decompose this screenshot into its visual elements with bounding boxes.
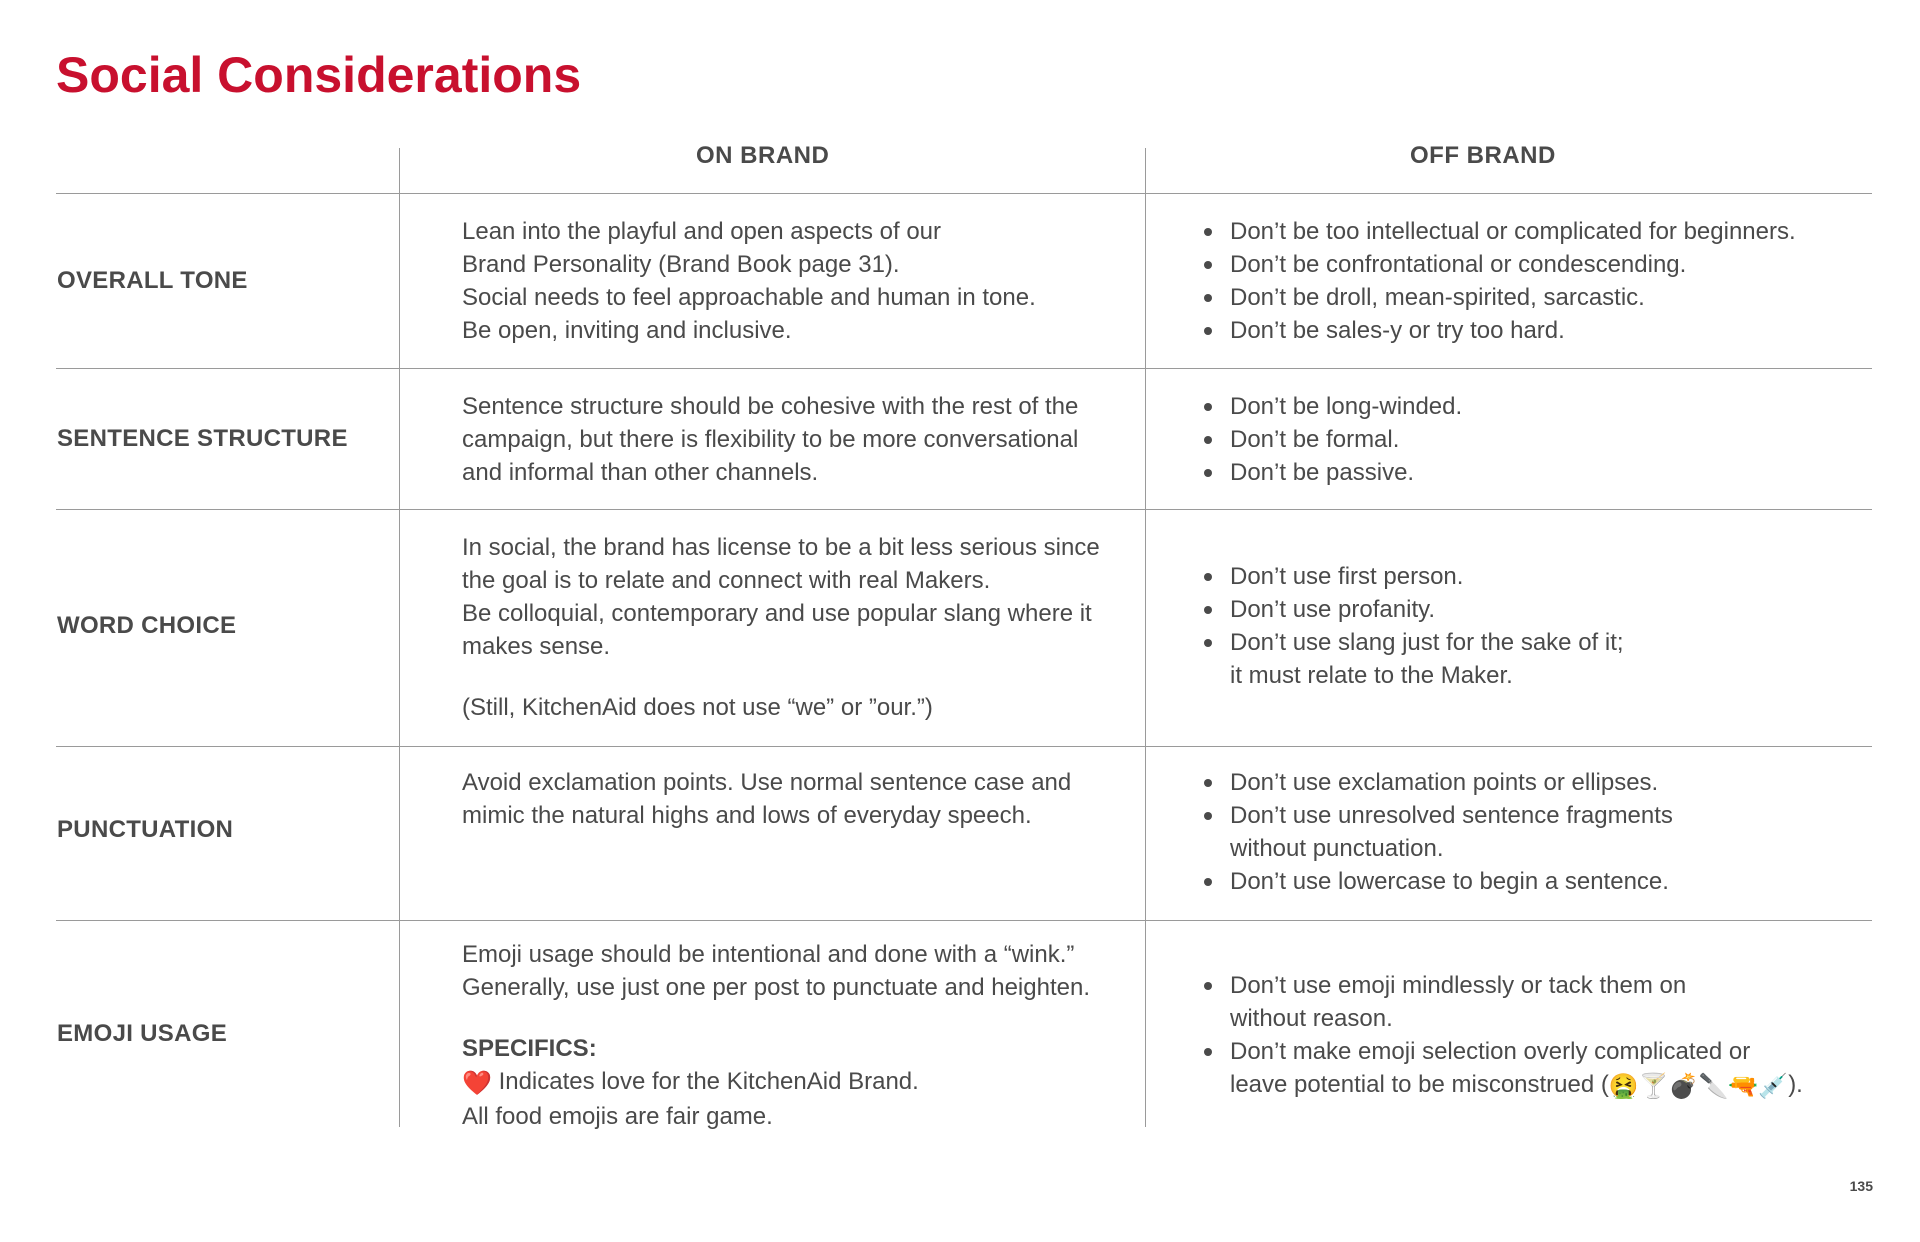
text-line: and informal than other channels. — [462, 459, 819, 486]
row-label-word-choice: WORD CHOICE — [57, 612, 237, 639]
row-label-overall-tone: OVERALL TONE — [57, 267, 248, 294]
text-line: the goal is to relate and connect with real Makers. — [462, 567, 991, 594]
off-brand-sentence-structure — [1200, 390, 1860, 489]
text-line: makes sense. — [462, 633, 611, 660]
specifics-heading: SPECIFICS: — [462, 1035, 597, 1062]
list-item: Don’t use unresolved sentence fragments — [1200, 799, 1860, 832]
row-divider — [56, 509, 1872, 510]
text-line: it must relate to the Maker. — [1230, 662, 1513, 689]
header-off-brand: OFF BRAND — [1410, 142, 1556, 169]
list-item: Don’t use exclamation points or ellipses. — [1200, 766, 1860, 799]
page-number: 135 — [1849, 1178, 1873, 1194]
text-line: Be open, inviting and inclusive. — [462, 317, 792, 344]
list-item: Don’t be droll, mean-spirited, sarcastic. — [1200, 281, 1860, 314]
off-brand-word-choice — [1200, 560, 1860, 692]
list-item: Don’t use profanity. — [1200, 593, 1860, 626]
on-brand-emoji-usage — [462, 938, 1128, 1133]
on-brand-sentence-structure — [462, 390, 1128, 489]
text-line: without reason. — [1230, 1005, 1393, 1032]
page-title: Social Considerations — [56, 47, 582, 103]
text-line: All food emojis are fair game. — [462, 1103, 773, 1130]
row-label-sentence-structure: SENTENCE STRUCTURE — [57, 425, 348, 452]
on-brand-word-choice — [462, 531, 1128, 724]
row-divider — [56, 920, 1872, 921]
list-item: Don’t use slang just for the sake of it; — [1200, 626, 1860, 659]
row-divider — [56, 368, 1872, 369]
header-on-brand: ON BRAND — [696, 142, 830, 169]
text-line: campaign, but there is flexibility to be more conversational — [462, 426, 1079, 453]
text-line: Be colloquial, contemporary and use popular slang where it — [462, 600, 1092, 627]
text-line: leave potential to be misconstrued ( — [1230, 1071, 1609, 1098]
row-divider — [56, 746, 1872, 747]
list-item: Don’t be long-winded. — [1200, 390, 1860, 423]
brand-note: (Still, KitchenAid does not use “we” or ”our.”) — [462, 694, 933, 721]
text-line: mimic the natural highs and lows of everyday speech. — [462, 802, 1032, 829]
list-item-continuation — [1200, 832, 1860, 865]
text-line: Indicates love for the KitchenAid Brand. — [498, 1068, 919, 1095]
off-brand-punctuation — [1200, 766, 1860, 898]
on-brand-punctuation — [462, 766, 1128, 832]
row-label-emoji-usage: EMOJI USAGE — [57, 1020, 227, 1047]
text-line: Generally, use just one per post to punctuate and heighten. — [462, 974, 1090, 1001]
list-item: Don’t make emoji selection overly complicated or — [1200, 1035, 1860, 1068]
emoji-examples-icon: 🤮🍸💣🔪🔫💉 — [1608, 1073, 1789, 1100]
row-label-punctuation: PUNCTUATION — [57, 816, 234, 843]
list-item: Don’t use first person. — [1200, 560, 1860, 593]
text-line: Avoid exclamation points. Use normal sentence case and — [462, 769, 1072, 796]
list-item: Don’t be too intellectual or complicated for beginners. — [1200, 215, 1860, 248]
column-divider-left — [399, 148, 400, 1127]
heart-icon: ❤️ — [462, 1070, 492, 1097]
on-brand-overall-tone — [462, 215, 1128, 347]
list-item: Don’t be sales-y or try too hard. — [1200, 314, 1860, 347]
list-item: Don’t use lowercase to begin a sentence. — [1200, 865, 1860, 898]
header-rule — [56, 193, 1872, 194]
list-item-continuation — [1200, 659, 1860, 692]
text-line: Sentence structure should be cohesive with the rest of the — [462, 393, 1079, 420]
text-line: Emoji usage should be intentional and done with a “wink.” — [462, 941, 1075, 968]
list-item-continuation — [1200, 1068, 1860, 1103]
list-item: Don’t be formal. — [1200, 423, 1860, 456]
list-item: Don’t use emoji mindlessly or tack them on — [1200, 969, 1860, 1002]
text-line: without punctuation. — [1230, 835, 1444, 862]
off-brand-emoji-usage — [1200, 969, 1860, 1103]
column-divider-right — [1145, 148, 1146, 1127]
list-item-continuation — [1200, 1002, 1860, 1035]
text-line: ). — [1788, 1071, 1803, 1098]
list-item: Don’t be confrontational or condescending. — [1200, 248, 1860, 281]
specifics-line — [462, 1065, 1128, 1100]
list-item: Don’t be passive. — [1200, 456, 1860, 489]
text-line: Social needs to feel approachable and human in tone. — [462, 284, 1036, 311]
text-line: In social, the brand has license to be a bit less serious since — [462, 534, 1100, 561]
text-line: Lean into the playful and open aspects of our — [462, 218, 942, 245]
text-line: Brand Personality (Brand Book page 31). — [462, 251, 900, 278]
off-brand-overall-tone — [1200, 215, 1860, 347]
